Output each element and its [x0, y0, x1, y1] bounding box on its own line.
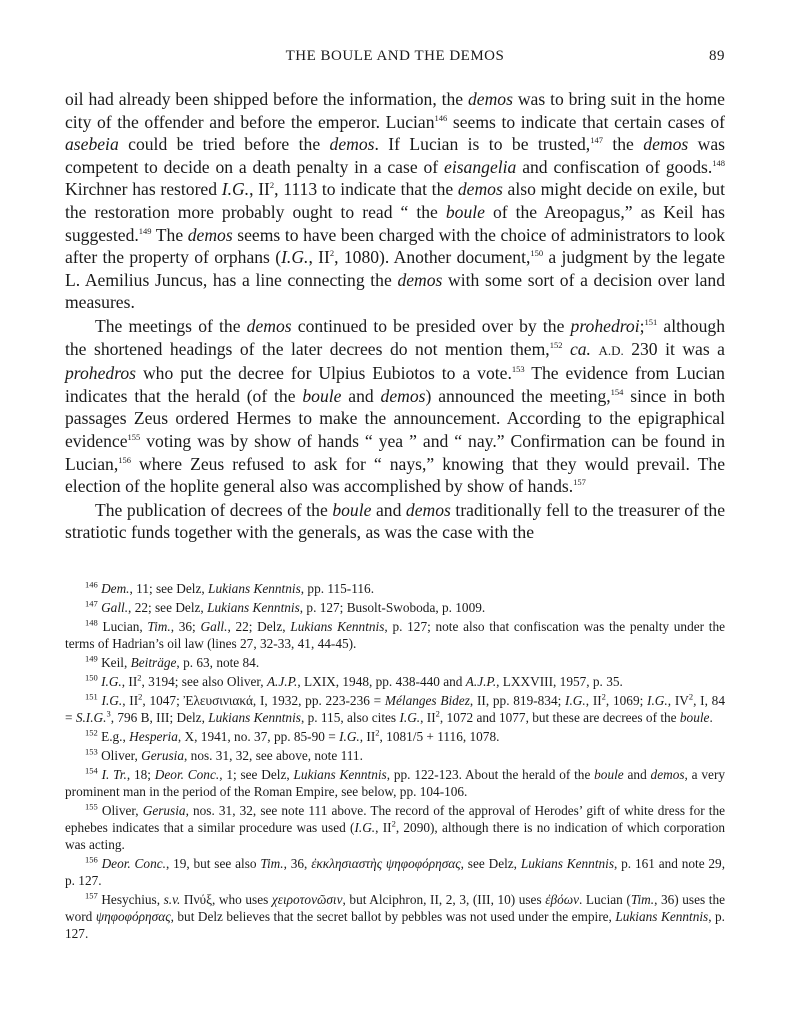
- body-paragraph: The meetings of the demos continued to be presided over by the prohedroi;$^{151}$ although the shortened headings of the later decrees do not mention them,$^{152}$ ca. A.D. 230 it was a prohedros who put the decree for Ulpius Eubiotos to a vote.$^{153}$ The evidence from Lucian indicates that the herald (of the boule and demos) announced the meeting,$^{154}$ since in both passages Zeus ordered Hermes to make the announcement. According to the epigraphical evidence$^{155}$ voting was by show of hands “ yea ” and “ nay.” Confirmation can be found in Lucian,$^{156}$ where Zeus refused to ask for “ nays,” knowing that they would prevail. The election of the hoplite general also was accomplished by show of hands.$^{157}$: [65, 315, 726, 497]
- body-paragraph: oil had already been shipped before the information, the demos was to bring suit in the home city of the offender and before the emperor. Lucian$^{146}$ seems to indicate that certain cases of asebeia could be tried before the demos. If Lucian is to be trusted,$^{147}$ the demos was competent to decide on a death penalty in a case of eisangelia and confiscation of goods.$^{148}$ Kirchner has restored I.G., $II^2$, 1113 to indicate that the demos also might decide on exile, but the restoration more probably ought to read “ the boule of the Areopagus,” as Keil has suggested.$^{149}$ The demos seems to have been charged with the choice of administrators to look after the property of orphans (I.G., $II^2$, 1080). Another document,$^{150}$ a judgment by the legate L. Aemilius Juncus, has a line connecting the demos with some sort of a decision over land measures.: [65, 89, 726, 313]
- footnote: $^{154}$ I. Tr., 18; Deor. Conc., 1; see Delz, Lukians Kenntnis, pp. 122-123. About the herald of the boule and demos, a very prominent man in the period of the Roman Empire, see below, pp. 104-106.: [65, 765, 726, 799]
- footnote: $^{153}$ Oliver, Gerusia, nos. 31, 32, see above, note 111.: [85, 746, 363, 763]
- footnote: $^{150}$ I.G., $II^2$, 3194; see also Oliver, A.J.P., LXIX, 1948, pp. 438-440 and A.J.P., LXXVIII, 1957, p. 35.: [85, 672, 623, 689]
- running-header: [65, 48, 725, 74]
- page-number: 89: [709, 48, 725, 64]
- footnotes: [65, 580, 725, 942]
- page: [65, 48, 725, 944]
- footnote: $^{151}$ I.G., $II^2$, 1047; Ἐλευσινιακά, I, 1932, pp. 223-236 = Mélanges Bidez, II, pp. 819-834; I.G., $II^2$, 1069; I.G., $IV^2$, I, 84 = S.I.G.$^3$, 796 B, III; Delz, Lukians Kenntnis, p. 115, also cites I.G., $II^2$, 1072 and 1077, but these are decrees of the boule.: [65, 691, 725, 725]
- body-paragraph: The publication of decrees of the boule and demos traditionally fell to the treasurer of the stratiotic funds together with the generals, as was the case with the: [65, 499, 726, 543]
- footnote: $^{157}$ Hesychius, s.v. Πνύξ, who uses χειροτονῶσιν, but Alciphron, II, 2, 3, (III, 10) uses ἐβόων. Lucian (Tim., 36) uses the word ψηφοφόρησας, but Delz believes that the secret ballot by pebbles was not used under the empire, Lukians Kenntnis, p. 127.: [65, 890, 726, 941]
- body-text: [65, 88, 725, 544]
- footnote: $^{149}$ Keil, Beiträge, p. 63, note 84.: [85, 653, 260, 670]
- footnote: $^{152}$ E.g., Hesperia, X, 1941, no. 37, pp. 85-90 = I.G., $II^2$, 1081/5 + 1116, 1078.: [85, 727, 500, 744]
- footnote: $^{147}$ Gall., 22; see Delz, Lukians Kenntnis, p. 127; Busolt-Swoboda, p. 1009.: [85, 598, 486, 615]
- footnote: $^{148}$ Lucian, Tim., 36; Gall., 22; Delz, Lukians Kenntnis, p. 127; note also that confiscation was the penalty under the terms of Hadrian’s oil law (lines 27, 32-33, 41, 44-45).: [65, 617, 726, 651]
- running-title: THE BOULE AND THE DEMOS: [285, 48, 505, 64]
- footnote: $^{146}$ Dem., 11; see Delz, Lukians Kenntnis, pp. 115-116.: [85, 579, 375, 596]
- footnote: $^{155}$ Oliver, Gerusia, nos. 31, 32, see note 111 above. The record of the approval of Herodes’ gift of white dress for the ephebes indicates that a similar procedure was used (I.G., $II^2$, 2090), although there is no indication of which corporation was acting.: [65, 801, 725, 852]
- footnote: $^{156}$ Deor. Conc., 19, but see also Tim., 36, ἐκκλησιαστὴς ψηφοφόρησας, see Delz, Lukians Kenntnis, p. 161 and note 29, p. 127.: [65, 854, 726, 888]
